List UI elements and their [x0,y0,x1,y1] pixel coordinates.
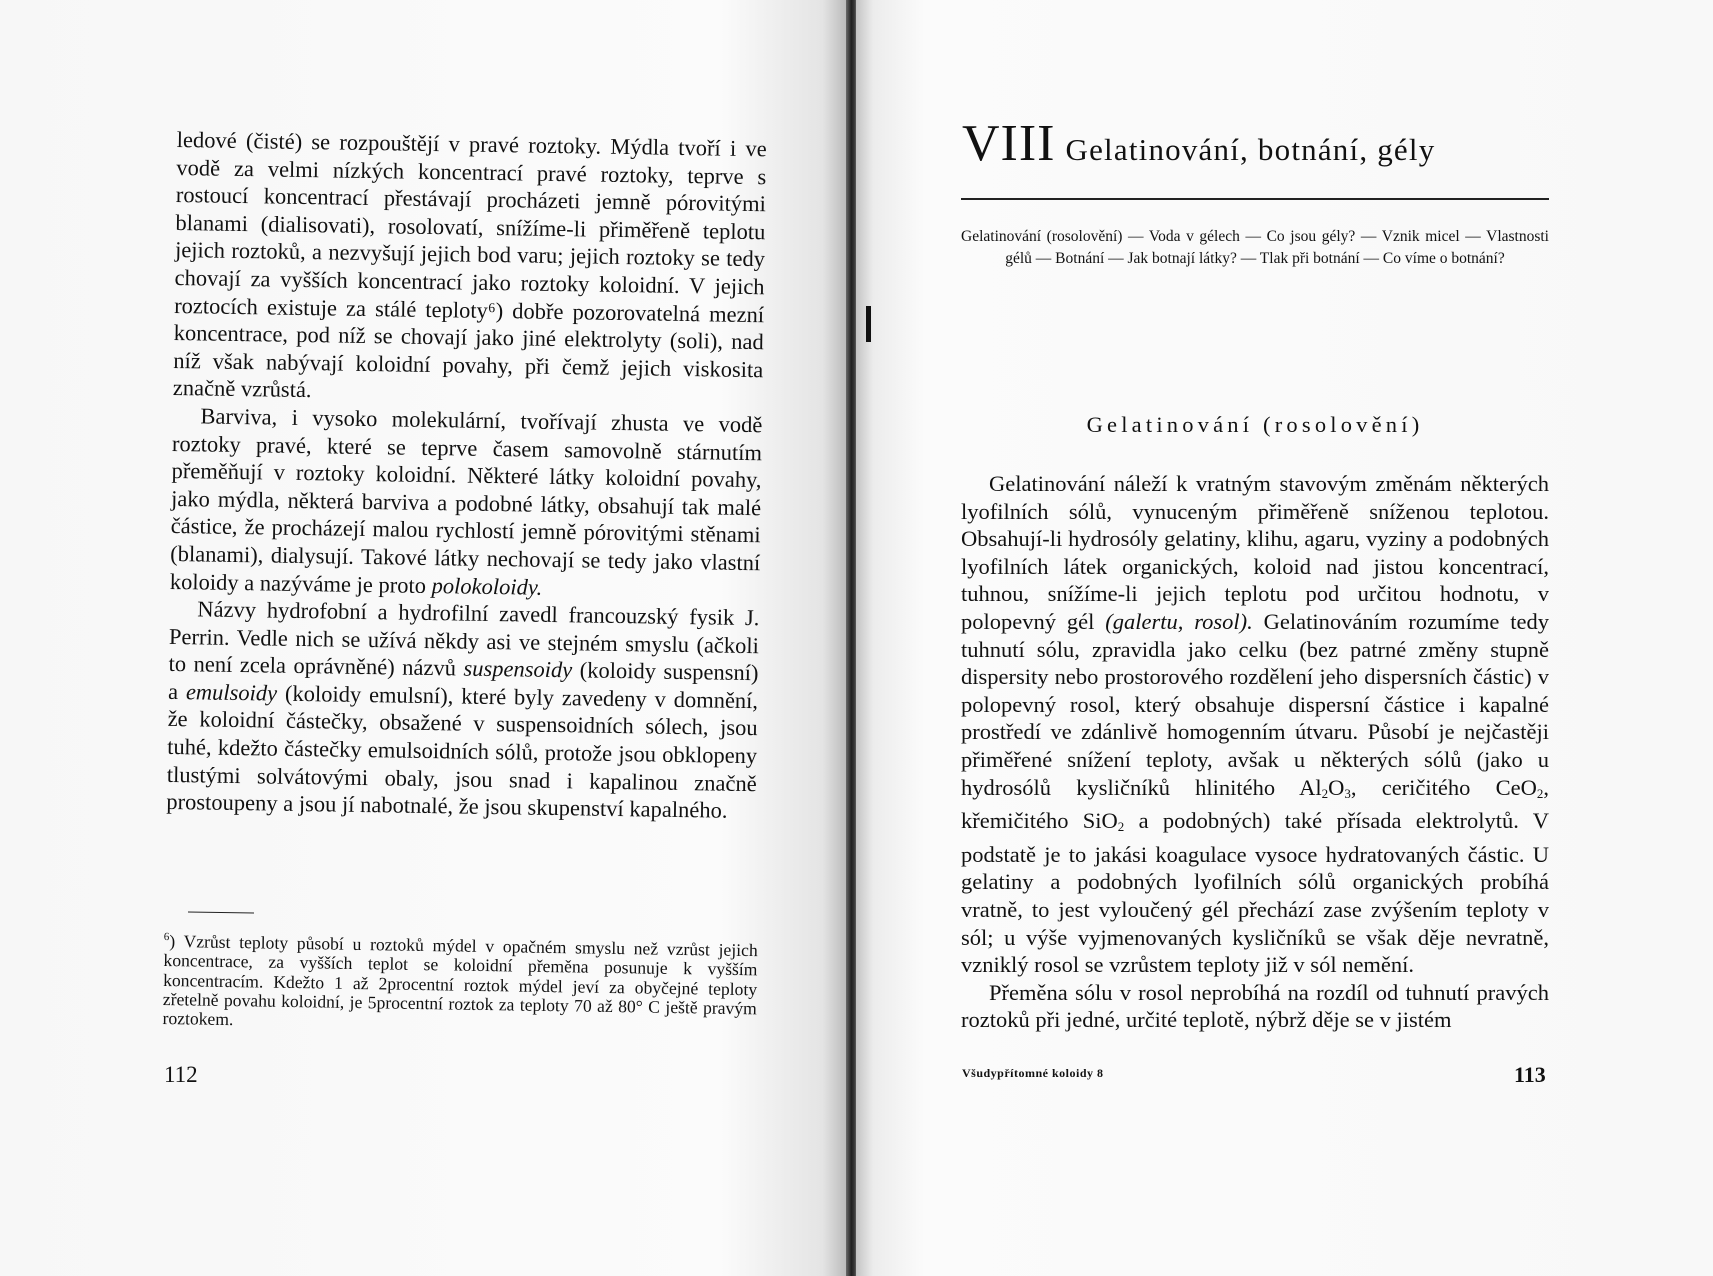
right-paragraph-1 [961,470,1549,979]
left-body-text [166,126,767,825]
chapter-summary: Gelatinování (rosolovění) — Voda v gélech — Co jsou gély? — Vznik micel — Vlastnosti gélů — Botnání — Jak botnají látky? — Tlak při botnání — Co víme o botnání? [961,228,1549,267]
right-paragraph-2: Přeměna sólu v rosol neprobíhá na rozdíl od tuhnutí pravých roztoků při jedné, určité teplotě, nýbrž děje se v jistém [961,979,1549,1033]
left-paragraph-2-text: Barviva, i vysoko molekulární, tvořívají zhusta ve vodě roztoky pravé, které se teprve časem samovolně stárnutím přeměňují v roztoky koloidní. Některé látky koloidní povahy, jako mýdla, některá barviva a podobné látky, obsahují tak malé částice, že procházejí malou rychlostí jemně pórovitými stěnami (blanami), dialysují. Takové látky nechovají se tedy jako vlastní koloidy a nazýváme je proto [169,403,763,598]
left-paragraph-3-text: Názvy hydrofobní a hydrofilní zavedl francouzský fysik J. Perrin. Vedle nich se užívá někdy asi ve stejném smyslu (ačkoli to není zcela oprávněné) názvů [168,596,760,681]
term-emulsoidy: emulsoidy [185,679,278,706]
formula-al-o: O [1328,774,1345,800]
formula-al-sub: 2 [1321,785,1329,801]
footnote [162,928,758,1038]
chapter-number: VIII [962,115,1056,172]
page-number-left: 112 [164,1062,198,1087]
formula-ce: CeO [1495,774,1537,800]
term-polokoloidy: polokoloidy. [431,572,543,600]
formula-al-o-sub: 3 [1344,785,1351,801]
right-paragraph-1-b: Gelatinováním rozumíme tedy tuhnutí sólu, zpravidla jako celku (bez patrné změny stupně dispersity nebo prostorového rozdělení jeho dispersních částic) v polopevný rosol, který obsahuje dispersní částice i kapalné prostředí ve zdánlivě homogenním útvaru. Působí je nejčastěji přiměřené snížení teploty, avšak u některých sólů (jako u hydrosólů kysličníků hlinitého [961,608,1550,800]
formula-ceo2 [1496,775,1544,800]
footnote-rule [188,911,254,913]
right-body-text [961,470,1549,1034]
formula-ce-sub: 2 [1536,785,1544,801]
chapter-rule [961,198,1549,200]
page-number-right: 113 [1514,1062,1546,1087]
left-paragraph-2 [170,402,763,604]
footnote-mark: 6 [163,930,170,944]
footnote-text: ) Vzrůst teploty působí u roztoků mýdel v opačném smyslu než vzrůst jejich koncentrace, za vyšších teplot se koloidní přeměna posunuje k vyšším koncentracím. Kdežto 1 až 2procentní roztok mýdel jeví za obyčejné teploty zřetelně povahu koloidní, je 5procentní roztok za teploty 70 až 80° C ještě pravým roztokem. [162,930,758,1030]
left-paragraph-1: ledové (čisté) se rozpouštějí v pravé roztoky. Mýdla tvoří i ve vodě za velmi nízkých koncentrací pravé roztoky, teprve s rostoucí koncentrací přestávají procházeti jemně pórovitými blanami (dialisovati), rosolovatí, snížíme-li přiměřeně teplotu jejich roztoků, a nezvyšují jejich bod varu; jejich roztoky se tedy chovají za vyšších koncentrací jako roztoky koloidní. V jejich roztocích existuje za stálé teploty⁶) dobře pozorovatelná mezní koncentrace, pod níž se chovají jako jiné elektrolyty (soli), nad níž však nabývají koloidní povahy, při čemž jejich viskosita značně vzrůstá. [172,126,767,403]
section-heading: Gelatinování (rosolovění) [1086,412,1424,437]
formula-si: SiO [1082,808,1118,834]
formula-si-sub: 2 [1117,819,1125,835]
gutter-mark [866,306,871,342]
formula-al: Al [1299,774,1322,800]
right-paragraph-1-d: , křemičitého [961,774,1549,834]
left-paragraph-3-text-b: (koloidy suspensní) a [167,657,759,704]
chapter-title: Gelatinování, botnání, gély [1065,132,1436,167]
running-footer: Všudypřítomné koloidy 8 [962,1066,1104,1080]
term-galertu-rosol: (galertu, rosol). [1105,608,1253,634]
right-paragraph-1-e: a podobných) také přísada elektrolytů. V podstatě je to jakási koagulace vysoce hydratovaných částic. U gelatiny a podobných lyofilních sólů organických probíhá vratně, to jest vyloučený gél přechází zase zvýšením teploty v sól; u výše vyjmenovaných kysličníků se však děje nevratně, vzniklý rosol se vzrůstem teploty již v sól nemění. [961,808,1550,978]
left-page [0,0,848,1276]
formula-sio2 [1083,808,1125,833]
chapter-heading [962,114,1562,173]
formula-al2o3 [1299,775,1351,800]
right-paragraph-1-c: , ceričitého [1350,774,1471,800]
right-paragraph-1-a: Gelatinování náleží k vratným stavovým změnám některých lyofilních sólů, vynuceným přiměřeně sníženou teplotou. Obsahují-li hydrosóly gelatiny, klihu, agaru, vyziny a podobných lyofilních látek organických, koloid nad jistou koncentrací, tuhnou, snížíme-li jejich teplotu pod určitou hodnotu, v polopevný gél [961,471,1549,634]
term-suspensoidy: suspensoidy [463,655,573,683]
left-paragraph-3 [166,595,759,825]
left-paragraph-3-text-c: (koloidy emulsní), které byly zavedeny v domnění, že koloidní částečky, obsažené v suspensoidních sólech, jsou tuhé, kdežto částečky emulsoidních sólů, protože jsou obklopeny tlustými solvátovými obaly, jsou snad i kapalinou značně prostoupeny a jsou jí nabotnalé, že jsou skupenství kapalného. [166,680,759,823]
